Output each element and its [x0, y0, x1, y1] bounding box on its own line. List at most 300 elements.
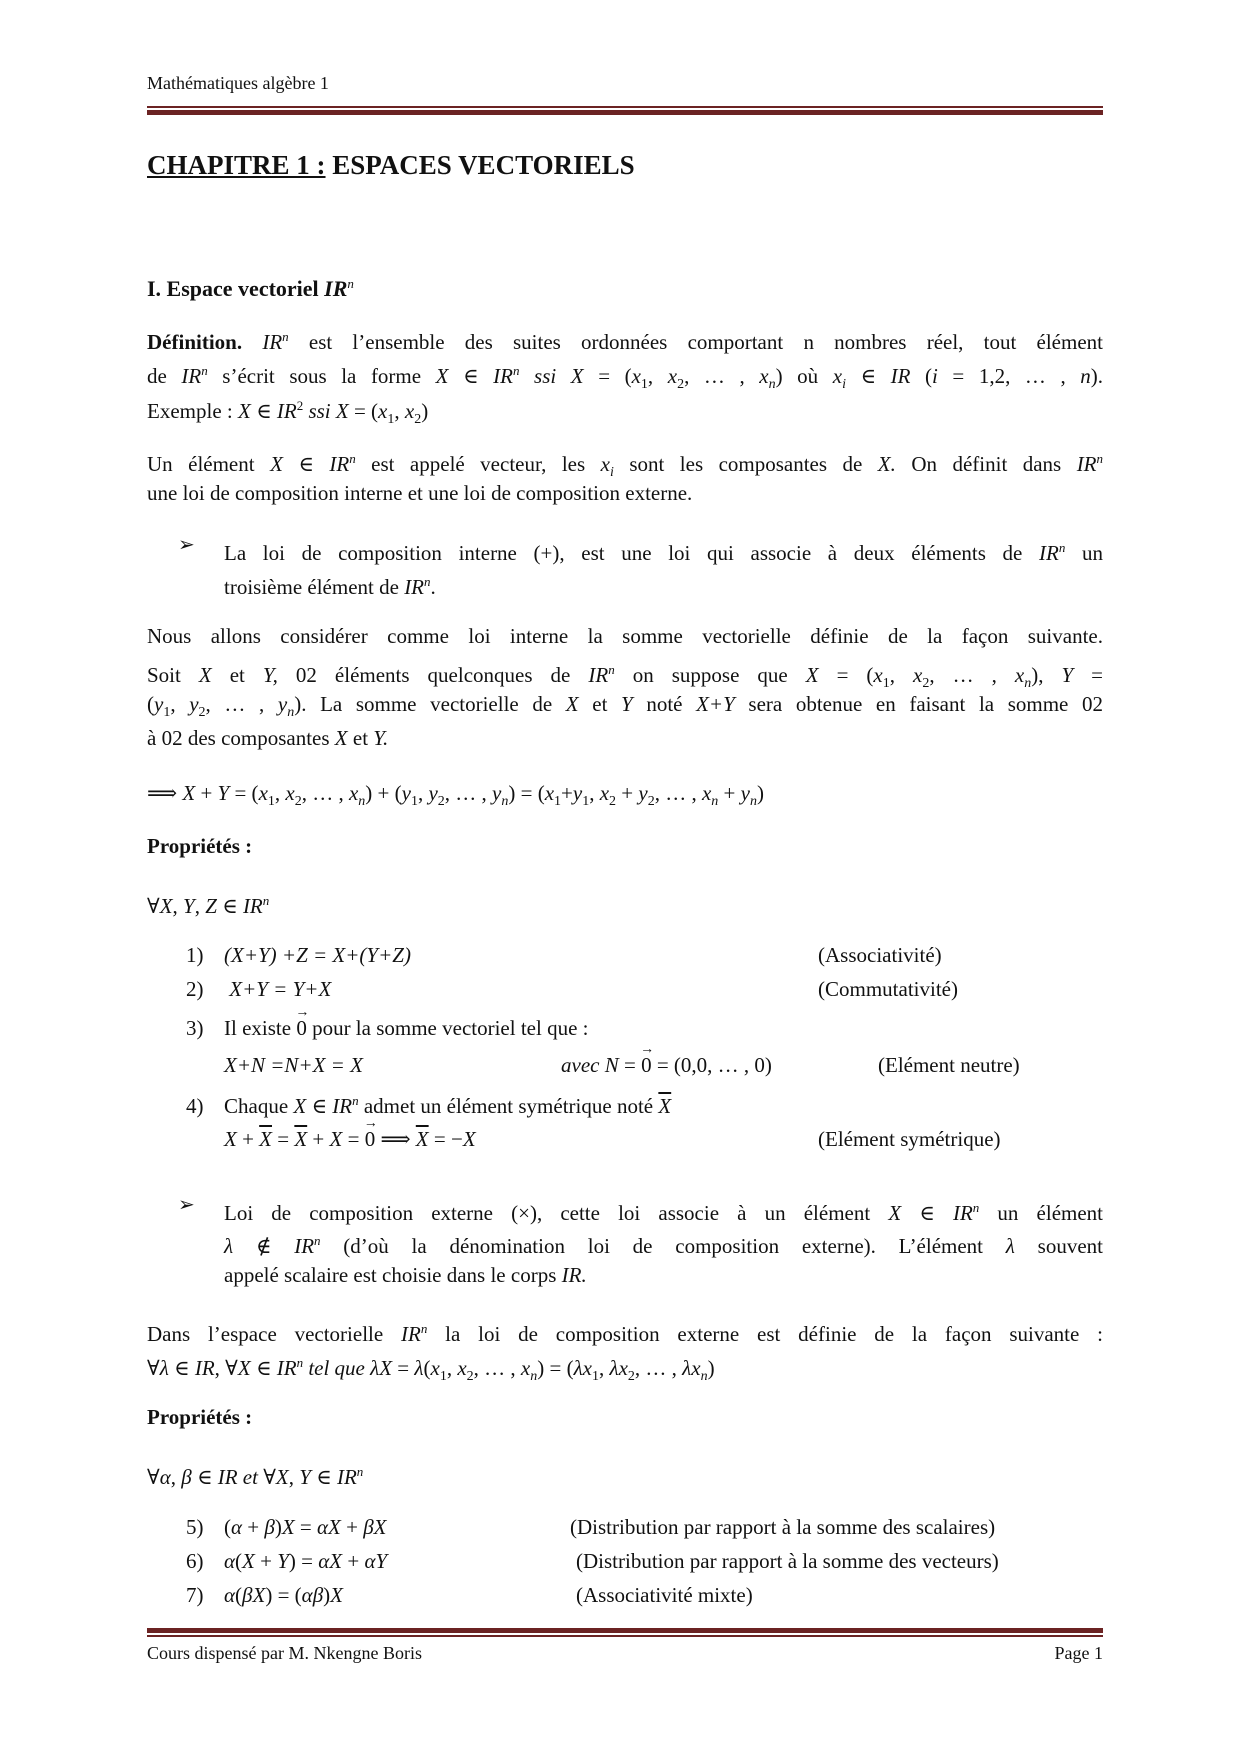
item-number: 7) — [186, 1583, 204, 1607]
property-label — [818, 1126, 1001, 1152]
text-run: x — [599, 781, 610, 805]
text-run: i — [932, 364, 938, 388]
text-run: ∀ — [147, 1465, 160, 1489]
text-run: = — [392, 1356, 415, 1380]
text-run: , — [274, 781, 286, 805]
text-run: x — [1014, 663, 1025, 687]
text-run: IR — [294, 1234, 315, 1258]
property-item — [186, 1548, 387, 1574]
text-run: (Associativité) — [818, 943, 942, 967]
text-run: ). La somme vectorielle de — [294, 692, 566, 716]
item-number: 6) — [186, 1549, 204, 1573]
text-run: n — [1058, 540, 1066, 555]
text-run: λ — [224, 1234, 234, 1258]
text-run: Dans l’espace vectorielle — [147, 1322, 402, 1346]
text-run: , — [647, 364, 668, 388]
text-run: pour la somme vectoriel tel que : — [306, 1016, 589, 1040]
text-run: λ — [414, 1356, 424, 1380]
text-run: de — [147, 364, 182, 388]
bullet-arrow-icon: ➢ — [178, 1194, 195, 1216]
text-run: IR — [1039, 541, 1059, 565]
text-run: λx — [682, 1356, 701, 1380]
text-run: Y — [621, 692, 633, 716]
text-run: x — [913, 663, 923, 687]
bullet-arrow-icon: ➢ — [178, 534, 195, 556]
text-run: noté — [632, 692, 697, 716]
text-run: X — [224, 1127, 237, 1151]
text-run: ), — [1031, 663, 1062, 687]
text-run: βX — [242, 1583, 266, 1607]
property-item — [186, 1514, 387, 1540]
text-run: n — [424, 574, 431, 589]
text-run: 1 — [554, 794, 562, 809]
quantifier-line — [147, 888, 269, 919]
text-run: ) = ( — [537, 1356, 574, 1380]
text-run: . — [430, 575, 436, 599]
text-run: ( — [224, 1515, 231, 1539]
text-run: Y — [1061, 663, 1074, 687]
text-run: ( — [147, 692, 154, 716]
text-run: + — [561, 781, 573, 805]
text-run: X — [275, 1465, 289, 1489]
text-run: (X+Y) +Z = X+(Y+Z) — [224, 943, 411, 967]
text-run: Définition. — [147, 330, 243, 354]
text-run: , — [394, 399, 405, 423]
text-run: ∈ — [845, 364, 891, 388]
text-run: x — [701, 781, 712, 805]
text-run: 02 éléments quelconques de — [277, 663, 589, 687]
text-run: + — [242, 1515, 265, 1539]
text-run: 1 — [582, 794, 590, 809]
text-run: X — [805, 663, 819, 687]
text-run: X — [242, 1549, 255, 1573]
text-run: , — [599, 1356, 610, 1380]
text-run: IR — [324, 276, 348, 301]
text-run: X+Y = Y+X — [224, 977, 332, 1001]
text-run: n — [296, 1355, 304, 1370]
text-run: 2 — [437, 794, 445, 809]
text-run: αY — [364, 1549, 388, 1573]
text-run: α — [231, 1515, 243, 1539]
text-run: X — [435, 364, 449, 388]
text-run: une loi de composition interne et une loi de composition externe. — [147, 481, 693, 505]
text-run: IR — [262, 330, 283, 354]
text-run: ) — [323, 1583, 331, 1607]
properties-heading — [147, 1404, 252, 1430]
text-run: ∀ — [147, 894, 160, 918]
paragraph-line — [147, 480, 692, 506]
text-run: X — [237, 1356, 251, 1380]
text-run: ) — [421, 399, 429, 423]
text-run: , — [589, 781, 600, 805]
text-run: n — [700, 1369, 708, 1384]
bullet-line — [224, 1228, 1103, 1259]
quantifier-line — [147, 1459, 363, 1490]
text-run: s’écrit sous la forme — [207, 364, 436, 388]
paragraph-line — [147, 623, 1103, 649]
text-run: x — [759, 364, 769, 388]
text-run: + — [340, 1515, 364, 1539]
text-run: x — [832, 364, 843, 388]
text-run: n — [314, 1233, 321, 1248]
text-run: x — [404, 399, 415, 423]
text-run: admet un élément symétrique noté — [358, 1094, 659, 1118]
text-run: x — [457, 1356, 467, 1380]
text-run: n — [1080, 364, 1091, 388]
text-run: X — [198, 663, 212, 687]
text-run: X+Y — [696, 692, 735, 716]
text-run: λx — [573, 1356, 592, 1380]
text-run: , — [170, 692, 190, 716]
text-run: , … , — [205, 692, 278, 716]
text-run: Nous allons considérer comme loi interne la somme vectorielle définie de la façon suivante. — [147, 624, 1103, 648]
text-run: x — [378, 399, 388, 423]
text-run: sont les composantes de — [613, 452, 878, 476]
text-run: ⟹ — [375, 1127, 416, 1151]
text-run: x — [600, 452, 610, 476]
text-run: n — [262, 893, 270, 908]
text-run: , ∀ — [214, 1356, 238, 1380]
text-run: est appelé vecteur, les — [355, 452, 601, 476]
chapter-title — [147, 150, 635, 181]
text-run: = ( — [818, 663, 874, 687]
text-run: + — [307, 1127, 330, 1151]
text-run: x — [873, 663, 883, 687]
text-run: 2 — [198, 705, 206, 720]
property-item — [186, 1582, 343, 1608]
text-run: , … , — [301, 781, 349, 805]
text-run: X. — [877, 452, 896, 476]
text-run: n — [711, 794, 719, 809]
text-run: 2 — [466, 1369, 474, 1384]
text-run: ) = ( — [265, 1583, 302, 1607]
text-run: , — [417, 781, 429, 805]
text-run: ∈ — [448, 364, 494, 388]
text-run: IR — [276, 399, 297, 423]
text-run: ∈ — [168, 1356, 195, 1380]
property-formula — [224, 1052, 363, 1078]
text-run: βX — [363, 1515, 387, 1539]
text-run: $\overline{X}$ — [658, 1094, 672, 1118]
text-run: n — [349, 451, 356, 466]
text-run: , — [194, 894, 206, 918]
text-run: i — [842, 377, 846, 392]
property-item — [186, 1088, 671, 1119]
text-run: (Distribution par rapport à la somme des scalaires) — [570, 1515, 996, 1539]
text-run: 1 — [267, 794, 275, 809]
text-run: y — [572, 781, 583, 805]
property-label — [818, 942, 942, 968]
text-run: X — [293, 1094, 307, 1118]
property-item — [186, 942, 411, 968]
text-run: = — [272, 1127, 295, 1151]
text-run: + — [342, 1549, 365, 1573]
text-run: α — [224, 1583, 236, 1607]
text-run: n — [512, 363, 520, 378]
properties-heading — [147, 833, 252, 859]
page-number: Page 1 — [1054, 1643, 1103, 1663]
text-run: = 1,2, … , — [937, 364, 1081, 388]
text-run: 2 — [677, 377, 685, 392]
chapter-name: ESPACES VECTORIELS — [325, 150, 635, 180]
text-run: 1 — [410, 794, 418, 809]
text-run: λ — [1005, 1234, 1015, 1258]
text-run: Soit — [147, 663, 199, 687]
text-run: Exemple : — [147, 399, 238, 423]
text-run: IR — [336, 1465, 357, 1489]
text-run: ) — [707, 1356, 715, 1380]
text-run: $\overline{X}$ — [259, 1127, 272, 1151]
text-run: n — [358, 794, 366, 809]
text-run: sera obtenue en faisant la somme 02 — [734, 692, 1103, 716]
property-label — [878, 1052, 1020, 1078]
bullet-line — [224, 1195, 1103, 1226]
item-number: 1) — [186, 943, 204, 967]
text-run: ∈ — [310, 1465, 337, 1489]
text-run: ∈ — [901, 1201, 953, 1225]
text-run: ) = ( — [508, 781, 545, 805]
text-run: y — [492, 781, 502, 805]
item-number: 4) — [186, 1094, 204, 1118]
text-run: IR — [1076, 452, 1097, 476]
text-run: IR — [404, 575, 425, 599]
text-run: ssi X — [303, 399, 349, 423]
text-run: , — [446, 1356, 458, 1380]
text-run: IR — [194, 1356, 215, 1380]
text-run: ∉ — [233, 1234, 295, 1258]
equation-line — [147, 780, 764, 815]
text-run: ⟹ — [147, 781, 183, 805]
text-run: ) — [274, 1515, 282, 1539]
text-run: , … , — [684, 364, 760, 388]
text-run: β — [181, 1465, 192, 1489]
text-run: ) où — [775, 364, 833, 388]
property-item — [186, 976, 331, 1002]
text-run: ∀ — [257, 1465, 276, 1489]
property-item — [186, 1015, 588, 1041]
equation-line — [147, 1350, 715, 1390]
item-number: 2) — [186, 977, 204, 1001]
text-run: = − — [428, 1127, 463, 1151]
text-run: ( — [910, 364, 933, 388]
text-run: y — [154, 692, 164, 716]
text-run: tel que λX — [303, 1356, 393, 1380]
text-run: ). — [1090, 364, 1104, 388]
text-run: Y. — [373, 726, 389, 750]
text-run: y — [428, 781, 438, 805]
text-run: 1 — [439, 1369, 447, 1384]
text-run: ) = — [288, 1549, 319, 1573]
text-run: 2 — [647, 794, 655, 809]
text-run: n — [1024, 676, 1032, 691]
text-run: Un élément — [147, 452, 271, 476]
text-run: αX — [318, 1549, 343, 1573]
text-run: IR — [952, 1201, 973, 1225]
text-run: 2 — [922, 676, 930, 691]
text-run: X — [281, 1515, 295, 1539]
text-run: (Elément symétrique) — [818, 1127, 1001, 1151]
text-run: Z — [205, 894, 217, 918]
text-run: , — [172, 894, 184, 918]
text-run: 2 — [414, 412, 422, 427]
bullet-line — [224, 569, 436, 600]
text-run: (d’où la dénomination loi de composition externe). L’élément — [320, 1234, 1006, 1258]
text-run: un — [1065, 541, 1104, 565]
chapter-number: CHAPITRE 1 : — [147, 150, 326, 180]
text-run: β — [264, 1515, 275, 1539]
text-run: ) — [756, 781, 764, 805]
text-run: souvent — [1014, 1234, 1104, 1258]
text-run: appelé scalaire est choisie dans le corps — [224, 1263, 562, 1287]
text-run: IR — [181, 364, 202, 388]
text-run: X — [159, 894, 173, 918]
text-run: αX — [317, 1515, 341, 1539]
zero-vector: → 0 — [296, 1015, 307, 1041]
paragraph-line — [147, 324, 1103, 355]
text-run: , … , — [473, 1356, 521, 1380]
text-run: IR — [332, 1094, 353, 1118]
text-run: ∈ — [191, 1465, 218, 1489]
text-run: n — [768, 377, 776, 392]
text-run: λx — [609, 1356, 628, 1380]
text-run: Propriétés : — [147, 834, 253, 858]
text-run: et — [347, 726, 374, 750]
text-run: et — [211, 663, 263, 687]
text-run: Y, — [262, 663, 278, 687]
text-run: x — [430, 1356, 440, 1380]
text-run: X — [334, 726, 348, 750]
text-run: , … , — [929, 663, 1015, 687]
text-run: n — [420, 1321, 428, 1336]
text-run: IR — [276, 1356, 297, 1380]
text-run: IR — [242, 894, 263, 918]
text-run: la loi de composition externe est définie de la façon suivante : — [427, 1322, 1103, 1346]
text-run: x — [631, 364, 641, 388]
text-run: + — [254, 1549, 278, 1573]
text-run: un élément — [979, 1201, 1104, 1225]
text-run: La loi de composition interne (+), est une loi qui associe à deux éléments de — [224, 541, 1040, 565]
text-run: Y — [183, 894, 195, 918]
property-label — [576, 1582, 753, 1608]
text-run: IR — [588, 663, 609, 687]
property-label — [570, 1514, 995, 1540]
text-run: on suppose que — [614, 663, 806, 687]
text-run: 2 — [609, 794, 617, 809]
text-run: x — [285, 781, 295, 805]
text-run: (Distribution par rapport à la somme des vecteurs) — [576, 1549, 999, 1573]
property-label — [576, 1548, 999, 1574]
text-run: troisième élément de — [224, 575, 405, 599]
text-run: à 02 des composantes — [147, 726, 335, 750]
text-run: = ( — [583, 364, 632, 388]
text-run — [242, 330, 262, 354]
text-run: X+N =N+X = X — [224, 1053, 363, 1077]
text-run: IR et — [217, 1465, 258, 1489]
text-run: Y — [299, 1465, 311, 1489]
text-run: = (0,0, … , 0) — [651, 1053, 772, 1077]
text-run: x — [667, 364, 678, 388]
text-run: = — [294, 1515, 318, 1539]
text-run: X — [182, 781, 196, 805]
text-run: x — [348, 781, 359, 805]
text-run: n — [530, 1369, 538, 1384]
footer-author: Cours dispensé par M. Nkengne Boris — [147, 1643, 422, 1663]
text-run: = — [342, 1127, 365, 1151]
text-run: n — [352, 1093, 359, 1108]
text-run: X — [888, 1201, 902, 1225]
text-run: 1 — [882, 676, 890, 691]
text-run: n — [501, 794, 509, 809]
text-run: i — [609, 465, 614, 480]
text-run: ssi X — [519, 364, 584, 388]
text-run: Loi de composition externe (×), cette loi associe à un élément — [224, 1201, 889, 1225]
text-run: Propriétés : — [147, 1405, 253, 1429]
bullet-line — [224, 1262, 587, 1288]
paragraph-line — [147, 691, 1103, 726]
text-run: $\overline{X}$ — [415, 1127, 429, 1151]
text-run: , … , — [634, 1356, 683, 1380]
text-run: y — [740, 781, 750, 805]
text-run: (Associativité mixte) — [576, 1583, 753, 1607]
text-run: IR. — [561, 1263, 587, 1287]
section-heading — [147, 271, 354, 302]
text-run: n — [356, 1464, 364, 1479]
text-run: n — [287, 705, 295, 720]
text-run: X — [329, 1127, 343, 1151]
text-run: IR — [493, 364, 513, 388]
text-run: et — [578, 692, 622, 716]
text-run: x — [258, 781, 268, 805]
text-run: X — [565, 692, 579, 716]
text-run: Y — [277, 1549, 289, 1573]
text-run: Il existe — [224, 1016, 297, 1040]
text-run: $\overline{X}$ — [294, 1127, 308, 1151]
text-run: ∈ — [250, 1356, 277, 1380]
zero-vector: → 0 — [365, 1126, 376, 1152]
text-run: n — [608, 662, 615, 677]
text-run: , … , — [654, 781, 702, 805]
property-formula — [561, 1052, 772, 1078]
text-run: y — [638, 781, 648, 805]
text-run: 2 — [296, 398, 304, 413]
text-run: αβ — [301, 1583, 324, 1607]
text-run: n — [282, 329, 289, 344]
paragraph-line — [147, 358, 1103, 398]
text-run: ∈ — [216, 894, 243, 918]
text-run: IR — [890, 364, 911, 388]
text-run: y — [277, 692, 288, 716]
property-formula — [224, 1126, 476, 1152]
text-run: I. Espace vectoriel — [147, 276, 325, 301]
text-run: , — [288, 1465, 300, 1489]
text-run: 2 — [627, 1369, 635, 1384]
text-run: ( — [235, 1549, 243, 1573]
text-run: x — [544, 781, 555, 805]
text-run: n — [749, 794, 757, 809]
text-run: 1 — [163, 705, 171, 720]
text-run: IR — [329, 452, 350, 476]
text-run: = ( — [348, 399, 379, 423]
text-run: + — [236, 1127, 260, 1151]
text-run: 1 — [640, 377, 648, 392]
item-number: 3) — [186, 1016, 204, 1040]
zero-vector: → 0 — [641, 1052, 652, 1078]
text-run: avec N — [561, 1053, 619, 1077]
text-run: 1 — [387, 412, 395, 427]
text-run: n — [1096, 451, 1104, 466]
text-run: Y — [217, 781, 230, 805]
text-run: X — [237, 399, 251, 423]
